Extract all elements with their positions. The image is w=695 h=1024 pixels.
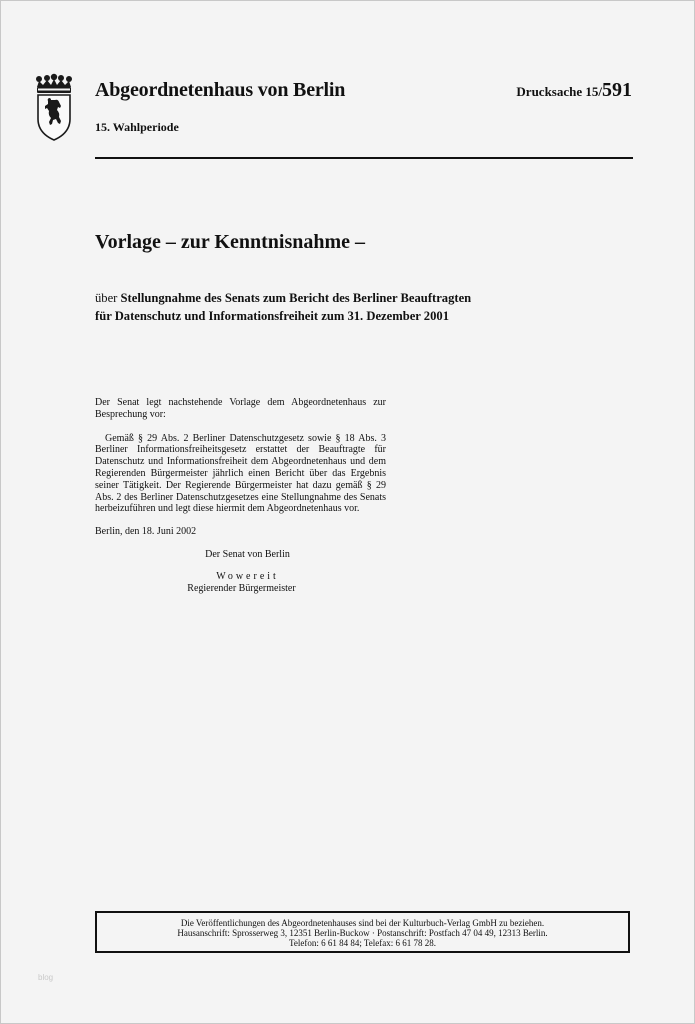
- footer-line-3: Telefon: 6 61 84 84; Telefax: 6 61 78 28.: [288, 938, 437, 949]
- electoral-period: 15. Wahlperiode: [95, 120, 179, 134]
- subject-line-1: Stellungnahme des Senats zum Bericht des Berliner Beauftragten: [120, 291, 472, 305]
- signature-title: Regierender Bürgermeister: [187, 582, 296, 594]
- subject-line-2: für Datenschutz und Informationsfreiheit zum 31. Dezember 2001: [95, 309, 449, 323]
- watermark: blog: [38, 973, 54, 982]
- date-line: Berlin, den 18. Juni 2002: [95, 526, 197, 538]
- signature-body: Der Senat von Berlin: [205, 548, 290, 560]
- drucksache-reference: [516, 79, 632, 102]
- parliament-title: Abgeordnetenhaus von Berlin: [95, 79, 346, 101]
- main-paragraph: Gemäß § 29 Abs. 2 Berliner Datenschutzgesetz sowie § 18 Abs. 3 Berliner Informationsfreiheitsgesetz erstattet der Beauftragte für Datenschutz und Informationsfreiheit dem Abgeordnetenhaus und dem Regierenden Bürgermeister jährlich einen Bericht über das Ergebnis seiner Tätigkeit. Der Regierende Bürgermeister hat dazu gemäß § 29 Abs. 2 des Berliner Datenschutzgesetzes eine Stellungnahme des Senats herbeizuführen und legt diese hiermit dem Abgeordnetenhaus vor.: [95, 432, 386, 515]
- drucksache-slash: /: [598, 84, 602, 99]
- signature-name: Wowereit: [216, 570, 279, 582]
- document-subject: [95, 289, 635, 325]
- drucksache-label: Drucksache 15: [516, 84, 599, 99]
- body-text: [95, 397, 386, 594]
- drucksache-number: 591: [602, 79, 632, 101]
- document-title: Vorlage – zur Kenntnisnahme –: [95, 231, 366, 253]
- footer-line-2: Hausanschrift: Sprosserweg 3, 12351 Berlin-Buckow · Postanschrift: Postfach 47 04 49, 12313 Berlin.: [177, 928, 548, 939]
- berlin-bear-crest-icon: [33, 73, 75, 143]
- footer-line-1: Die Veröffentlichungen des Abgeordnetenhauses sind bei der Kulturbuch-Verlag GmbH zu beziehen.: [180, 918, 545, 928]
- intro-paragraph: Der Senat legt nachstehende Vorlage dem Abgeordnetenhaus zur Besprechung vor:: [95, 397, 386, 420]
- header-divider: [95, 157, 633, 159]
- subject-prefix: über: [95, 291, 118, 305]
- publisher-footer: [95, 911, 630, 953]
